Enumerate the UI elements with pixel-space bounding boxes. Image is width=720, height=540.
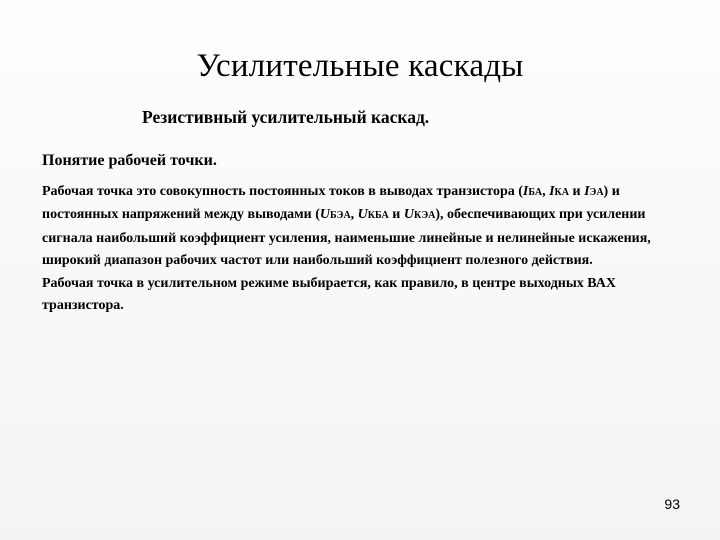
text-segment: и [569, 184, 585, 199]
subscript: КЭА [413, 210, 436, 222]
paragraph-definition [42, 181, 692, 273]
paragraph-operating-point: Рабочая точка в усилительном режиме выбирается, как правило, в центре выходных ВАХ транзистора. [42, 275, 616, 314]
voltage-symbol: U [357, 207, 368, 223]
slide-subtitle: Резистивный усилительный каскад. [142, 107, 430, 127]
section-heading: Понятие рабочей точки. [42, 152, 217, 169]
page-number: 93 [664, 496, 680, 512]
text-segment: и [388, 207, 404, 223]
subscript: КА [554, 187, 569, 198]
voltage-symbol: U [403, 207, 414, 223]
text-segment: Рабочая точка это совокупность постоянных токов в выводах транзистора ( [42, 184, 523, 199]
subscript: БЭА [330, 210, 351, 222]
voltage-symbol: U [319, 207, 331, 223]
text-segment: ), обеспечивающих при усилении сигнала наибольший коэффициент усиления, наименьшие линейные и нелинейные искажения, широкий диапазон рабочих частот или наибольший коэффициент полезного действия. [42, 207, 651, 269]
body-text [42, 181, 692, 317]
current-symbol: I [584, 184, 590, 199]
subscript: БА [528, 187, 543, 198]
current-symbol: I [549, 184, 555, 199]
text-separator: , [350, 207, 358, 223]
text-separator: , [542, 184, 550, 199]
current-symbol: I [522, 184, 529, 199]
slide-title: Усилительные каскады [196, 48, 524, 84]
subscript: ЭА [589, 187, 604, 198]
subscript: КБА [367, 210, 389, 222]
text-segment: ) и постоянных напряжений между выводами ( [42, 184, 620, 223]
